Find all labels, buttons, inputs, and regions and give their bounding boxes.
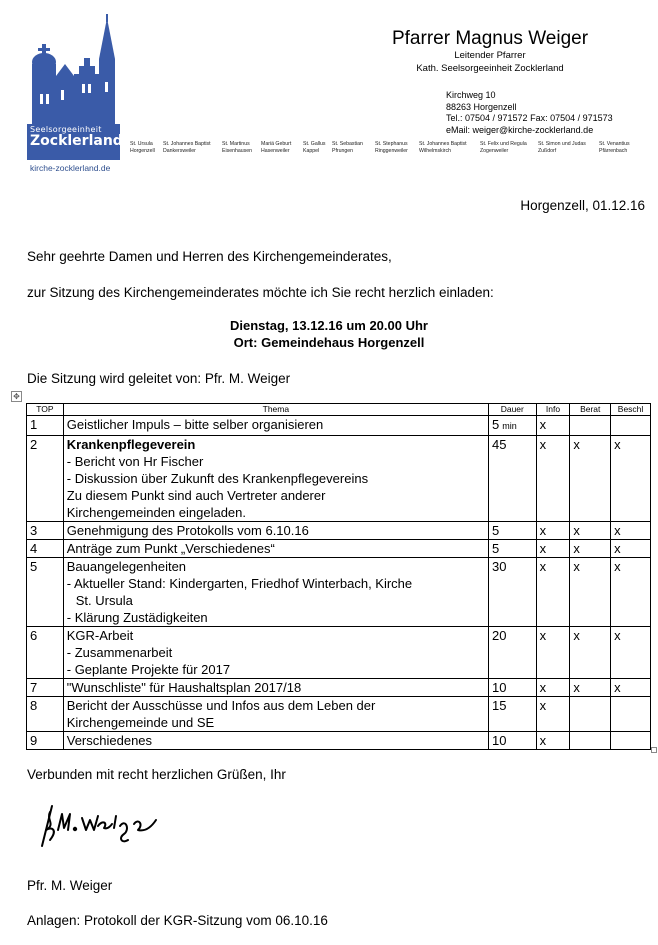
agenda-topic-line: Zu diesem Punkt sind auch Vertreter anderer: [66, 488, 326, 503]
parish-item: St. Ursula Horgenzell: [130, 141, 155, 154]
agenda-beschl-mark: x: [611, 679, 651, 697]
agenda-duration: [488, 540, 536, 558]
agenda-info-mark: x: [536, 522, 570, 540]
agenda-info-mark: x: [536, 416, 570, 436]
agenda-topic-line: Kirchengemeinden eingeladen.: [66, 505, 246, 520]
agenda-berat-mark: x: [570, 679, 611, 697]
agenda-info-mark: x: [536, 436, 570, 522]
agenda-row: [27, 436, 651, 522]
agenda-topic-line: Anträge zum Punkt „Verschiedenes“: [66, 541, 275, 556]
chair-line: Die Sitzung wird geleitet von: Pfr. M. Weiger: [27, 371, 291, 386]
agenda-info-mark: x: [536, 558, 570, 627]
agenda-topic: [63, 540, 488, 558]
email: eMail: weiger@kirche-zocklerland.de: [446, 125, 594, 135]
agenda-topic-line: St. Ursula: [75, 593, 133, 608]
table-resize-handle[interactable]: [651, 747, 657, 753]
agenda-topic: [63, 522, 488, 540]
agenda-top-number: 6: [27, 627, 64, 679]
address-city: 88263 Horgenzell: [446, 102, 517, 112]
header-info: Info: [536, 404, 570, 416]
agenda-berat-mark: x: [570, 558, 611, 627]
header-beschl: Beschl: [611, 404, 651, 416]
agenda-beschl-mark: [611, 732, 651, 750]
agenda-topic-line: Geistlicher Impuls – bitte selber organisieren: [66, 417, 324, 432]
agenda-row: [27, 627, 651, 679]
agenda-berat-mark: x: [570, 522, 611, 540]
agenda-berat-mark: x: [570, 540, 611, 558]
parish-item: St. Felix und Regula Zogenweiler: [480, 141, 527, 154]
agenda-topic-line: - Diskussion über Zukunft des Krankenpflegevereins: [66, 471, 369, 486]
agenda-topic-line: - Geplante Projekte für 2017: [66, 662, 231, 677]
parish-item: Mariä Geburt Hasenweiler: [261, 141, 292, 154]
duration-value: 10: [491, 733, 507, 748]
date-line: Horgenzell, 01.12.16: [520, 198, 645, 213]
agenda-berat-mark: x: [570, 436, 611, 522]
duration-unit: min: [502, 421, 517, 431]
duration-value: 30: [491, 559, 507, 574]
header-berat: Berat: [570, 404, 611, 416]
pastor-name: Pfarrer Magnus Weiger: [391, 28, 589, 49]
agenda-top-number: 7: [27, 679, 64, 697]
parish-item: St. Sebastian Pfrungen: [332, 141, 363, 154]
agenda-topic-line: - Zusammenarbeit: [66, 645, 173, 660]
agenda-body: [27, 416, 651, 750]
agenda-topic: [63, 558, 488, 627]
agenda-duration: [488, 436, 536, 522]
agenda-topic-line: - Aktueller Stand: Kindergarten, Friedhof Winterbach, Kirche: [66, 576, 413, 591]
agenda-berat-mark: [570, 697, 611, 732]
duration-value: 5: [491, 523, 500, 538]
agenda-topic-line: Krankenpflegeverein: [66, 437, 196, 452]
site-url: kirche-zocklerland.de: [30, 163, 111, 173]
duration-value: 45: [491, 437, 507, 452]
table-move-handle[interactable]: ✥: [11, 391, 22, 402]
agenda-beschl-mark: [611, 697, 651, 732]
agenda-topic-line: Bericht der Ausschüsse und Infos aus dem Leben der: [66, 698, 376, 713]
agenda-topic: [63, 679, 488, 697]
agenda-row: [27, 416, 651, 436]
agenda-topic-line: Kirchengemeinde und SE: [66, 715, 215, 730]
agenda-row: [27, 679, 651, 697]
agenda-info-mark: x: [536, 627, 570, 679]
invitation-text: zur Sitzung des Kirchengemeinderates möchte ich Sie recht herzlich einladen:: [27, 285, 494, 300]
agenda-duration: [488, 558, 536, 627]
agenda-topic-line: "Wunschliste" für Haushaltsplan 2017/18: [66, 680, 302, 695]
duration-value: 5: [491, 417, 500, 432]
address-street: Kirchweg 10: [446, 90, 496, 100]
agenda-row: [27, 558, 651, 627]
closing: Verbunden mit recht herzlichen Grüßen, Ihr: [27, 767, 286, 782]
agenda-top-number: 3: [27, 522, 64, 540]
agenda-duration: [488, 416, 536, 436]
agenda-row: [27, 732, 651, 750]
phone-fax: Tel.: 07504 / 971572 Fax: 07504 / 971573: [446, 113, 613, 123]
agenda-duration: [488, 732, 536, 750]
parish-item: St. Venantius Pfärrenbach: [599, 141, 630, 154]
agenda-row: [27, 540, 651, 558]
header-dauer: Dauer: [488, 404, 536, 416]
agenda-topic-line: - Bericht von Hr Fischer: [66, 454, 204, 469]
agenda-beschl-mark: [611, 416, 651, 436]
agenda-info-mark: x: [536, 679, 570, 697]
agenda-duration: [488, 627, 536, 679]
agenda-table: [26, 403, 651, 750]
header-top: TOP: [27, 404, 64, 416]
duration-value: 20: [491, 628, 507, 643]
agenda-info-mark: x: [536, 732, 570, 750]
meeting-place: Ort: Gemeindehaus Horgenzell: [233, 335, 425, 350]
agenda-info-mark: x: [536, 540, 570, 558]
parish-item: St. Simon und Judas Zußdorf: [538, 141, 586, 154]
agenda-top-number: 5: [27, 558, 64, 627]
agenda-duration: [488, 679, 536, 697]
unit-name: Kath. Seelsorgeeinheit Zocklerland: [416, 63, 564, 74]
agenda-beschl-mark: x: [611, 558, 651, 627]
parish-list: [130, 141, 650, 159]
agenda-topic: [63, 436, 488, 522]
agenda-top-number: 1: [27, 416, 64, 436]
agenda-top-number: 4: [27, 540, 64, 558]
agenda-topic: [63, 732, 488, 750]
parish-item: St. Stephanus Ringgenweiler: [375, 141, 408, 154]
agenda-topic-line: Bauangelegenheiten: [66, 559, 187, 574]
agenda-beschl-mark: x: [611, 522, 651, 540]
parish-item: St. Johannes Baptist Wilhelmskirch: [419, 141, 467, 154]
agenda-berat-mark: x: [570, 627, 611, 679]
duration-value: 5: [491, 541, 500, 556]
duration-value: 15: [491, 698, 507, 713]
agenda-topic: [63, 627, 488, 679]
pastor-role: Leitender Pfarrer: [454, 50, 526, 61]
agenda-beschl-mark: x: [611, 540, 651, 558]
agenda-topic: [63, 697, 488, 732]
agenda-beschl-mark: x: [611, 436, 651, 522]
agenda-topic-line: Genehmigung des Protokolls vom 6.10.16: [66, 523, 309, 538]
logo-line2: Zocklerland: [30, 133, 123, 149]
parish-item: St. Gallus Kappel: [303, 141, 326, 154]
handwritten-signature: [38, 800, 163, 850]
logo-caption: [28, 125, 123, 149]
agenda-row: [27, 697, 651, 732]
signer-name: Pfr. M. Weiger: [27, 878, 113, 893]
agenda-topic-line: Verschiedenes: [66, 733, 153, 748]
agenda-topic: [63, 416, 488, 436]
parish-item: St. Martinus Eisenhausen: [222, 141, 252, 154]
agenda-topic-line: - Klärung Zustädigkeiten: [66, 610, 208, 625]
agenda-duration: [488, 522, 536, 540]
parish-item: St. Johannes Baptist Dankersweiler: [163, 141, 211, 154]
agenda-row: [27, 522, 651, 540]
duration-value: 10: [491, 680, 507, 695]
header-thema: Thema: [63, 404, 488, 416]
attachments-line: Anlagen: Protokoll der KGR-Sitzung vom 06.10.16: [27, 913, 328, 928]
agenda-top-number: 2: [27, 436, 64, 522]
salutation: Sehr geehrte Damen und Herren des Kirchengemeinderates,: [27, 249, 392, 264]
agenda-beschl-mark: x: [611, 627, 651, 679]
meeting-date: Dienstag, 13.12.16 um 20.00 Uhr: [230, 318, 428, 333]
agenda-info-mark: x: [536, 697, 570, 732]
agenda-top-number: 8: [27, 697, 64, 732]
agenda-berat-mark: [570, 732, 611, 750]
agenda-duration: [488, 697, 536, 732]
agenda-header-row: [27, 404, 651, 416]
agenda-top-number: 9: [27, 732, 64, 750]
agenda-berat-mark: [570, 416, 611, 436]
logo-line1: Seelsorgeeinheit: [30, 125, 102, 134]
agenda-topic-line: KGR-Arbeit: [66, 628, 134, 643]
